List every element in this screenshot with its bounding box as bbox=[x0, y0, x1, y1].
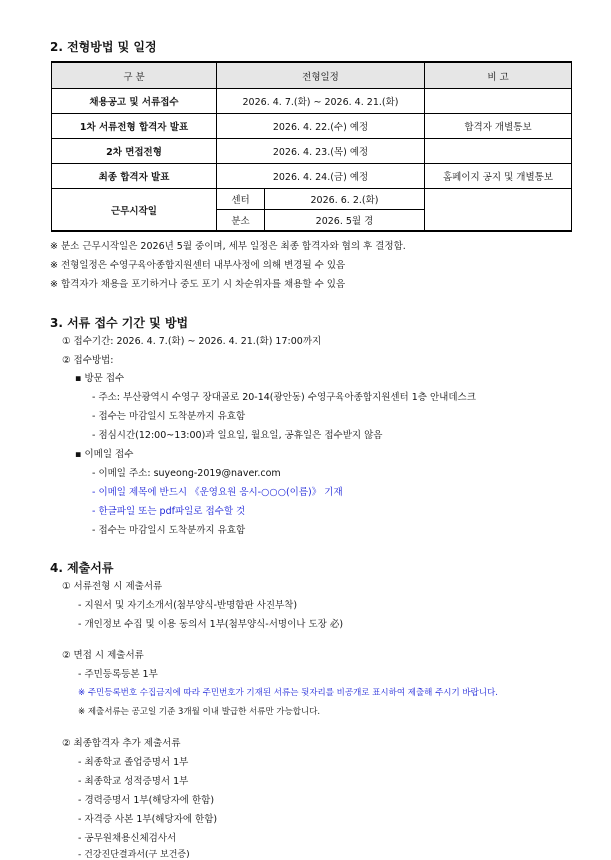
row-note bbox=[425, 89, 572, 114]
header-schedule: 전형일정 bbox=[217, 62, 425, 89]
doc3-item: - 자격증 사본 1부(해당자에 한함) bbox=[78, 814, 218, 825]
doc1-item: - 지원서 및 자기소개서(첨부양식-반명함판 사진부착) bbox=[78, 600, 298, 611]
doc3-item: - 최종학교 성적증명서 1부 bbox=[78, 776, 189, 787]
branch-date: 2026. 5월 경 bbox=[265, 210, 425, 232]
doc1-item: - 개인정보 수집 및 이용 동의서 1부(첨부양식-서명이나 도장 必) bbox=[78, 619, 344, 630]
doc3-title: ② 최종합격자 추가 제출서류 bbox=[62, 738, 181, 749]
doc2-note-2: ※ 제출서류는 공고일 기준 3개월 이내 발급한 서류만 가능합니다. bbox=[78, 707, 321, 717]
row-label: 채용공고 및 서류접수 bbox=[52, 89, 217, 114]
row-date: 2026. 4. 7.(화) ~ 2026. 4. 21.(화) bbox=[217, 89, 425, 114]
doc2-note-1: ※ 주민등록번호 수집금지에 따라 주민번호가 기재된 서류는 뒷자리를 비공개로 표시하여 제출해 주시기 바랍니다. bbox=[78, 688, 498, 698]
email-subject-rule: - 이메일 제목에 반드시 《운영요원 응시-○○○(이름)》 기재 bbox=[92, 487, 343, 498]
square-bullet-icon: ▪ bbox=[75, 449, 82, 460]
visit-item: - 점심시간(12:00~13:00)과 일요일, 월요일, 공휴일은 접수받지 않음 bbox=[92, 430, 383, 441]
doc1-title: ① 서류전형 시 제출서류 bbox=[62, 581, 163, 592]
schedule-note-1: ※ 분소 근무시작일은 2026년 5월 중이며, 세부 일정은 최종 합격자와 협의 후 결정함. bbox=[50, 241, 406, 252]
schedule-note-3: ※ 합격자가 채용을 포기하거나 중도 포기 시 차순위자를 채용할 수 있음 bbox=[50, 279, 346, 290]
visit-item: - 주소: 부산광역시 수영구 장대골로 20-14(광안동) 수영구육아종합지원센터 1층 안내데스크 bbox=[92, 392, 476, 403]
table-row bbox=[52, 114, 572, 139]
table-row-work-start-center bbox=[52, 189, 572, 210]
visit-title-text: 방문 접수 bbox=[84, 373, 125, 384]
visit-item: - 접수는 마감일시 도착분까지 유효함 bbox=[92, 411, 246, 422]
email-address: - 이메일 주소: suyeong-2019@naver.com bbox=[92, 468, 281, 479]
schedule-table bbox=[51, 61, 572, 232]
row-note: 홈페이지 공지 및 개별통보 bbox=[425, 164, 572, 189]
row-label: 2차 면접전형 bbox=[52, 139, 217, 164]
center-date: 2026. 6. 2.(화) bbox=[265, 189, 425, 210]
email-title bbox=[75, 446, 133, 460]
row-label: 최종 합격자 발표 bbox=[52, 164, 217, 189]
table-row bbox=[52, 139, 572, 164]
doc3-item: - 경력증명서 1부(해당자에 한함) bbox=[78, 795, 215, 806]
schedule-note-2: ※ 전형일정은 수영구육아종합지원센터 내부사정에 의해 변경될 수 있음 bbox=[50, 260, 346, 271]
row-date: 2026. 4. 24.(금) 예정 bbox=[217, 164, 425, 189]
table-row bbox=[52, 164, 572, 189]
doc2-item: - 주민등록등본 1부 bbox=[78, 669, 158, 680]
doc3-item: - 공무원채용신체검사서 bbox=[78, 833, 177, 844]
center-label: 센터 bbox=[217, 189, 265, 210]
table-header-row bbox=[52, 62, 572, 89]
square-bullet-icon: ▪ bbox=[75, 373, 82, 384]
section3-heading: 3. 서류 접수 기간 및 방법 bbox=[50, 316, 189, 330]
application-period: ① 접수기간: 2026. 4. 7.(화) ~ 2026. 4. 21.(화) 17:00까지 bbox=[62, 336, 322, 347]
header-category: 구 분 bbox=[52, 62, 217, 89]
doc3-item: - 최종학교 졸업증명서 1부 bbox=[78, 757, 189, 768]
row-date: 2026. 4. 23.(목) 예정 bbox=[217, 139, 425, 164]
row-label: 1차 서류전형 합격자 발표 bbox=[52, 114, 217, 139]
doc3-item: - 건강진단결과서(구 보건증) bbox=[78, 850, 190, 860]
table-row bbox=[52, 89, 572, 114]
row-note: 합격자 개별통보 bbox=[425, 114, 572, 139]
doc2-title: ② 면접 시 제출서류 bbox=[62, 650, 144, 661]
email-title-text: 이메일 접수 bbox=[84, 449, 134, 460]
visit-title bbox=[75, 370, 124, 384]
email-deadline: - 접수는 마감일시 도착분까지 유효함 bbox=[92, 525, 246, 536]
work-start-label: 근무시작일 bbox=[52, 189, 217, 232]
email-file-rule: - 한글파일 또는 pdf파일로 접수할 것 bbox=[92, 506, 246, 517]
header-note: 비 고 bbox=[425, 62, 572, 89]
section4-heading: 4. 제출서류 bbox=[50, 561, 114, 575]
row-note bbox=[425, 139, 572, 164]
row-date: 2026. 4. 22.(수) 예정 bbox=[217, 114, 425, 139]
section2-heading: 2. 전형방법 및 일정 bbox=[50, 40, 157, 54]
application-method: ② 접수방법: bbox=[62, 355, 114, 366]
branch-label: 분소 bbox=[217, 210, 265, 232]
work-start-note bbox=[425, 189, 572, 232]
